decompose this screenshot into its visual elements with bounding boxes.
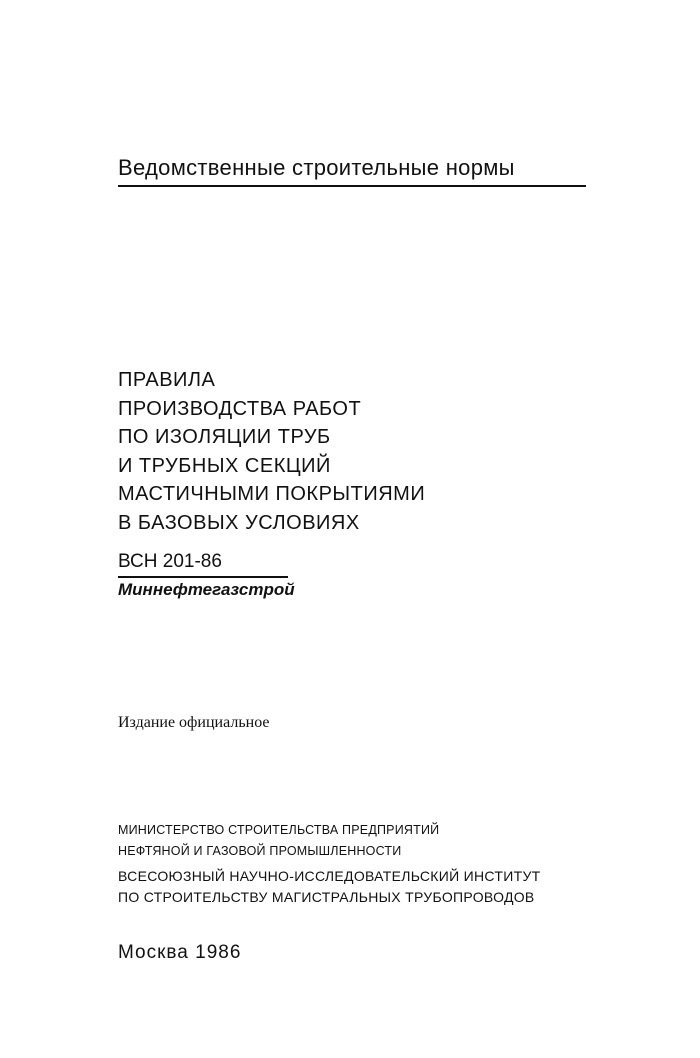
edition-note: Издание официальное bbox=[118, 714, 270, 731]
publication-place-year: Москва 1986 bbox=[118, 942, 242, 963]
issuing-agency: Миннефтегазстрой bbox=[118, 580, 295, 599]
ministry-name bbox=[118, 820, 439, 862]
institute-line: ВСЕСОЮЗНЫЙ НАУЧНО-ИССЛЕДОВАТЕЛЬСКИЙ ИНСТИТУТ bbox=[118, 868, 541, 884]
document-title bbox=[118, 366, 425, 537]
series-heading: Ведомственные строительные нормы bbox=[118, 155, 515, 180]
title-line: В БАЗОВЫХ УСЛОВИЯХ bbox=[118, 511, 360, 534]
ministry-line: НЕФТЯНОЙ И ГАЗОВОЙ ПРОМЫШЛЕННОСТИ bbox=[118, 844, 402, 858]
code-underline bbox=[118, 576, 288, 578]
document-code: ВСН 201-86 bbox=[118, 551, 222, 572]
institute-line: ПО СТРОИТЕЛЬСТВУ МАГИСТРАЛЬНЫХ ТРУБОПРОВОДОВ bbox=[118, 889, 535, 905]
title-line: ПРАВИЛА bbox=[118, 369, 216, 391]
series-underline bbox=[118, 185, 586, 187]
title-line: ПРОИЗВОДСТВА РАБОТ bbox=[118, 397, 362, 420]
title-line: И ТРУБНЫХ СЕКЦИЙ bbox=[118, 454, 331, 477]
title-line: ПО ИЗОЛЯЦИИ ТРУБ bbox=[118, 426, 331, 448]
ministry-line: МИНИСТЕРСТВО СТРОИТЕЛЬСТВА ПРЕДПРИЯТИЙ bbox=[118, 823, 440, 837]
institute-name bbox=[118, 866, 541, 908]
title-line: МАСТИЧНЫМИ ПОКРЫТИЯМИ bbox=[118, 483, 426, 505]
